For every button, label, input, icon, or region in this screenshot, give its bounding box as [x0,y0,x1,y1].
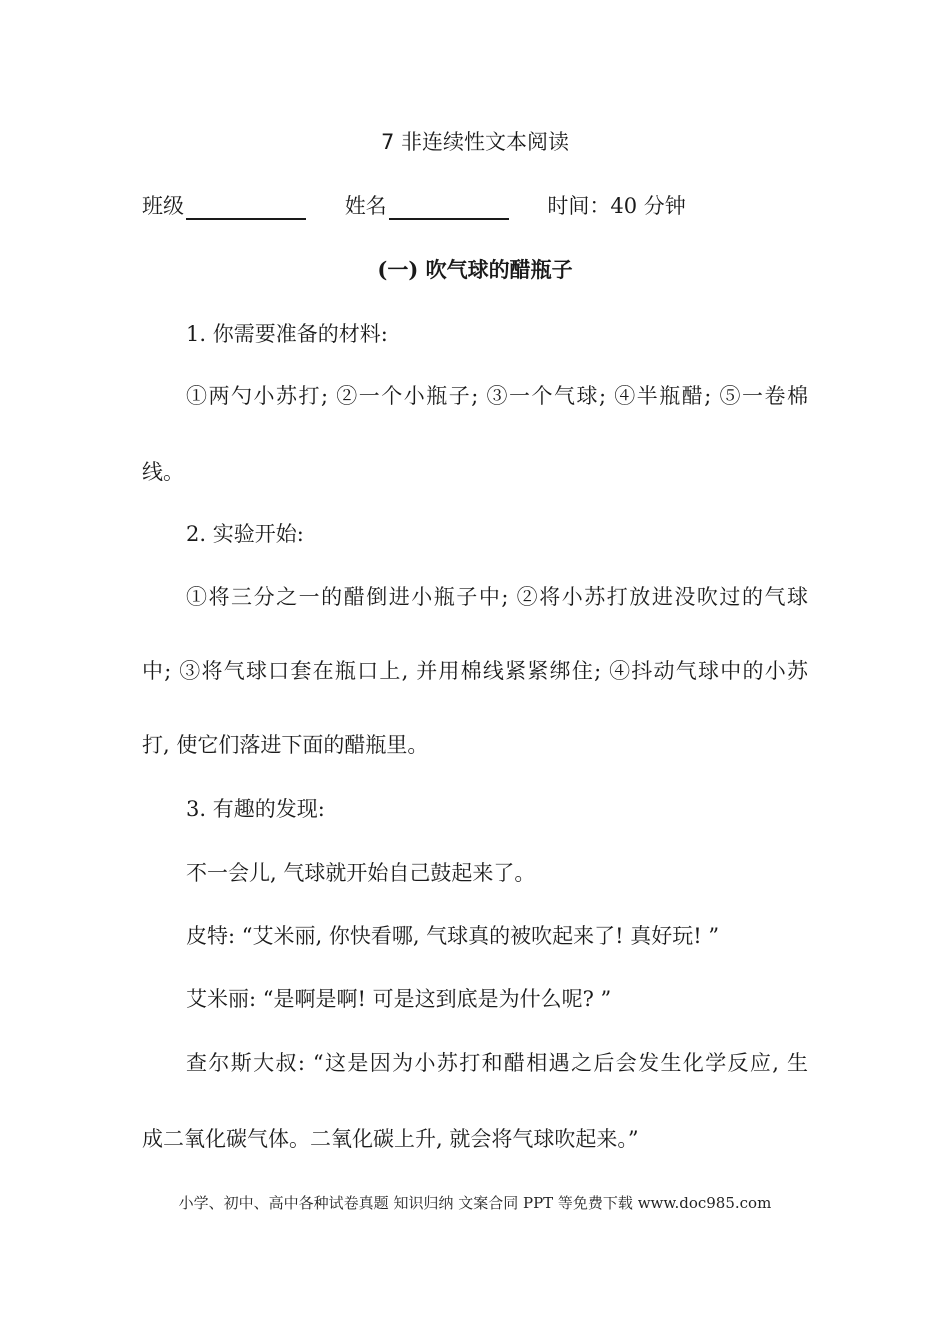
paragraph-experiment-steps: ①将三分之一的醋倒进小瓶子中; ②将小苏打放进没吹过的气球 [186,585,808,609]
paragraph-experiment-steps-end: 打, 使它们落进下面的醋瓶里。 [142,733,429,757]
name-blank-line[interactable] [389,194,509,220]
paragraph-experiment-heading: 2. 实验开始: [186,522,304,546]
paragraph-charles-quote-cont: 成二氧化碳气体。二氧化碳上升, 就会将气球吹起来。” [142,1127,639,1151]
paragraph-charles-quote: 查尔斯大叔: “这是因为小苏打和醋相遇之后会发生化学反应, 生 [186,1051,808,1075]
footer-watermark: 小学、初中、高中各种试卷真题 知识归纳 文案合同 PPT 等免费下载 www.doc985.com [178,1194,772,1212]
paragraph-emily-quote: 艾米丽: “是啊是啊! 可是这到底是为什么呢? ” [186,987,612,1011]
paragraph-experiment-steps-cont: 中; ③将气球口套在瓶口上, 并用棉线紧紧绑住; ④抖动气球中的小苏 [142,659,808,683]
paragraph-materials-list-cont: 线。 [142,460,184,484]
class-label: 班级 [142,194,184,218]
paragraph-findings-text: 不一会儿, 气球就开始自己鼓起来了。 [186,861,536,885]
name-label: 姓名 [344,194,387,218]
class-blank-line[interactable] [186,194,306,220]
page-title: 7 非连续性文本阅读 [380,130,570,154]
paragraph-materials-list: ①两勺小苏打; ②一个小瓶子; ③一个气球; ④半瓶醋; ⑤一卷棉 [186,384,808,408]
paragraph-materials-heading: 1. 你需要准备的材料: [186,322,388,346]
paragraph-pete-quote: 皮特: “艾米丽, 你快看哪, 气球真的被吹起来了! 真好玩! ” [186,924,720,948]
section-title: (一) 吹气球的醋瓶子 [377,257,573,282]
paragraph-findings-heading: 3. 有趣的发现: [186,797,325,821]
time-label: 时间：40 分钟 [547,194,686,218]
header-fields [142,192,686,220]
